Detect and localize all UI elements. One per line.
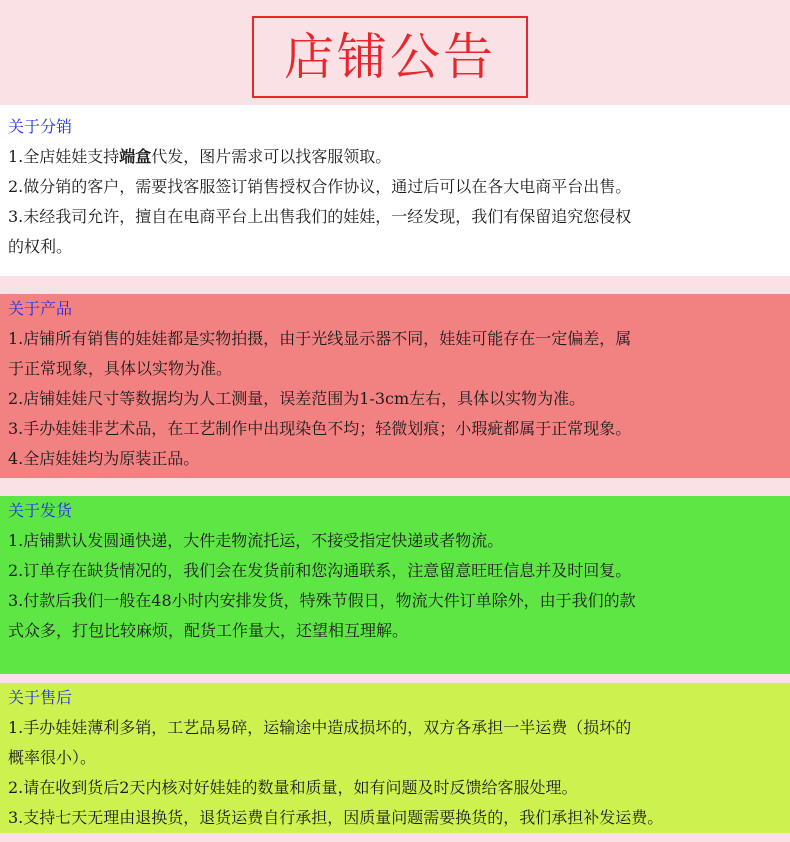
- section-title: 关于分销: [8, 117, 73, 136]
- section-line: 2.请在收到货后2天内核对好娃娃的数量和质量，如有问题及时反馈给客服处理。: [8, 778, 578, 797]
- section-line: 3.支持七天无理由退换货，退货运费自行承担，因质量问题需要换货的，我们承担补发运费。: [8, 808, 664, 827]
- section-line: 1.店铺所有销售的娃娃都是实物拍摄，由于光线显示器不同，娃娃可能存在一定偏差，属: [8, 329, 632, 348]
- section-line: 2.做分销的客户，需要找客服签订销售授权合作协议，通过后可以在各大电商平台出售。: [8, 177, 632, 196]
- section-line: 2.订单存在缺货情况的，我们会在发货前和您沟通联系，注意留意旺旺信息并及时回复。: [8, 561, 632, 580]
- section-products: [0, 294, 790, 478]
- section-title: 关于发货: [8, 501, 73, 520]
- title-frame: [252, 16, 528, 98]
- section-distribution: [0, 105, 790, 276]
- notice-header: [0, 0, 790, 105]
- section-line: 3.手办娃娃非艺术品，在工艺制作中出现染色不均；轻微划痕；小瑕疵都属于正常现象。: [8, 419, 632, 438]
- section-line: 于正常现象，具体以实物为准。: [8, 359, 233, 378]
- section-line: 式众多，打包比较麻烦，配货工作量大，还望相互理解。: [8, 621, 409, 640]
- section-line: 的权利。: [8, 237, 73, 256]
- section-shipping: [0, 496, 790, 674]
- section-line: 3.付款后我们一般在48小时内安排发货，特殊节假日，物流大件订单除外，由于我们的款: [8, 591, 636, 610]
- section-line: 3.未经我司允许，擅自在电商平台上出售我们的娃娃，一经发现，我们有保留追究您侵权: [8, 207, 632, 226]
- section-line: 2.店铺娃娃尺寸等数据均为人工测量，误差范围为1-3cm左右，具体以实物为准。: [8, 389, 586, 408]
- section-after-sales: [0, 683, 790, 833]
- section-line: 概率很小）。: [8, 748, 97, 767]
- section-line: 1.全店娃娃支持端盒代发，图片需求可以找客服领取。: [8, 147, 392, 166]
- section-title: 关于产品: [8, 299, 73, 318]
- section-line: 1.手办娃娃薄利多销，工艺品易碎，运输途中造成损坏的，双方各承担一半运费（损坏的: [8, 718, 632, 737]
- section-line: 1.店铺默认发圆通快递，大件走物流托运，不接受指定快递或者物流。: [8, 531, 504, 550]
- section-line: 4.全店娃娃均为原装正品。: [8, 449, 200, 468]
- section-title: 关于售后: [8, 688, 73, 707]
- page-title: 店铺公告: [284, 28, 496, 86]
